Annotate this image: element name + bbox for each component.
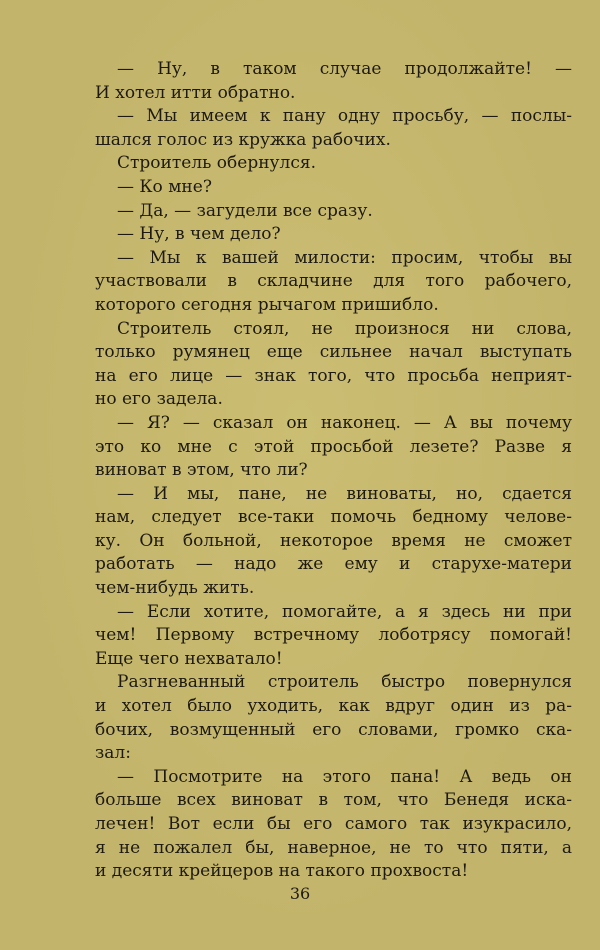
- text-line: нам, следует все-таки помочь бедному челове-: [95, 507, 572, 528]
- text-line: ку. Он больной, некоторое время не сможет: [95, 530, 572, 551]
- text-line: Строитель обернулся.: [117, 153, 316, 174]
- page-number: 36: [289, 884, 311, 903]
- text-line: Еще чего нехватало!: [95, 648, 283, 669]
- text-line: — Да, — загудели все сразу.: [117, 200, 373, 221]
- text-line: зал:: [95, 743, 131, 764]
- text-line: чем! Первому встречному лоботрясу помогай!: [95, 625, 572, 646]
- text-line: Разгневанный строитель быстро повернулся: [117, 672, 572, 693]
- text-line: виноват в этом, что ли?: [95, 460, 308, 481]
- text-line: лечен! Вот если бы его самого так изукрасило,: [95, 814, 572, 834]
- text-line: участвовали в складчине для того рабочего,: [95, 271, 572, 292]
- text-line: но его задела.: [95, 389, 223, 410]
- text-line: — Ко мне?: [117, 176, 212, 197]
- body-text: [95, 58, 572, 884]
- text-line: — Если хотите, помогайте, а я здесь ни при: [117, 601, 572, 622]
- text-line: на его лице — знак того, что просьба неприят-: [95, 365, 572, 386]
- text-line: только румянец еще сильнее начал выступать: [95, 342, 572, 363]
- text-line: я не пожалел бы, наверное, не то что пяти, а: [95, 837, 572, 858]
- text-line: больше всех виноват в том, что Бенедя иска-: [95, 790, 572, 811]
- text-line: бочих, возмущенный его словами, громко ска-: [95, 719, 572, 740]
- text-line: шался голос из кружка рабочих.: [95, 129, 391, 150]
- text-line: — Мы к вашей милости: просим, чтобы вы: [117, 247, 572, 268]
- text-line: — И мы, пане, не виноваты, но, сдается: [117, 483, 572, 504]
- text-line: — Ну, в чем дело?: [117, 224, 281, 245]
- text-line: — Мы имеем к пану одну просьбу, — послы-: [117, 106, 572, 127]
- text-line: это ко мне с этой просьбой лезете? Разве я: [95, 436, 572, 457]
- text-line: и десяти крейцеров на такого прохвоста!: [95, 861, 469, 882]
- text-line: — Я? — сказал он наконец. — А вы почему: [117, 412, 572, 433]
- text-line: — Ну, в таком случае продолжайте! —: [117, 59, 572, 79]
- text-line: чем-нибудь жить.: [95, 578, 255, 599]
- text-line: и хотел было уходить, как вдруг один из ра-: [95, 696, 572, 717]
- text-line: — Посмотрите на этого пана! А ведь он: [117, 766, 572, 787]
- text-line: Строитель стоял, не произнося ни слова,: [117, 318, 572, 339]
- text-line: работать — надо же ему и старухе-матери: [95, 554, 572, 575]
- text-line: И хотел итти обратно.: [95, 82, 296, 103]
- text-line: которого сегодня рычагом пришибло.: [95, 294, 439, 315]
